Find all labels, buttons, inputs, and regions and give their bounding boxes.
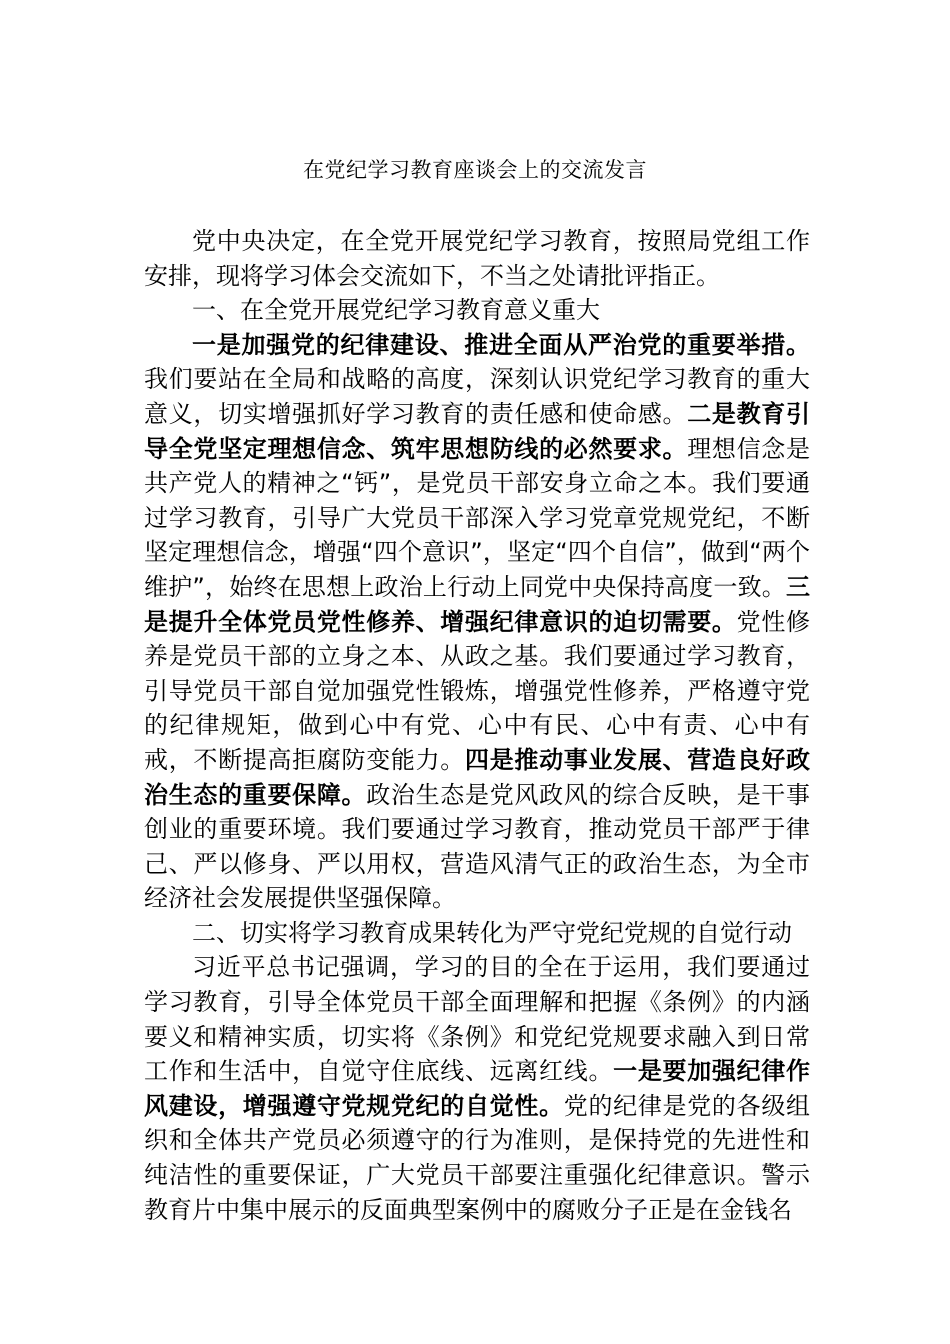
point-4-bold: 四是推动事业发展、营造良好政治生态的重要保障。 [144,745,810,809]
section1-paragraph [144,328,810,916]
point-2-text: 理想信念是共产党人的精神之“钙”，是党员干部安身立命之本。我们要通过学习教育，引导广大党员干部深入学习党章党规党纪，不断坚定理想信念，增强“四个意识”，坚定“四个自信”，做到“两个维护”，始终在思想上政治上行动上同党中央保持高度一致。 [144,434,811,601]
document-title: 在党纪学习教育座谈会上的交流发言 [303,158,647,182]
section2-paragraph [144,950,810,1227]
intro-paragraph: 党中央决定，在全党开展党纪学习教育，按照局党组工作安排，现将学习体会交流如下，不当之处请批评指正。 [144,227,810,290]
section2-point-1-bold: 一是要加强纪律作风建设，增强遵守党规党纪的自觉性。 [144,1057,811,1120]
point-2-bold: 二是教育引导全党坚定理想信念、筑牢思想防线的必然要求。 [144,399,811,463]
section-heading-2: 二、切实将学习教育成果转化为严守党纪党规的自觉行动 [192,918,792,947]
point-4-text: 政治生态是党风政风的综合反映，是干事创业的重要环境。我们要通过学习教育，推动党员干部严于律己、严以修身、严以用权，营造风清气正的政治生态，为全市经济社会发展提供坚强保障。 [144,780,811,913]
point-3-text: 党性修养是党员干部的立身之本、从政之基。我们要通过学习教育，引导党员干部自觉加强党性锻炼，增强党性修养，严格遵守党的纪律规矩，做到心中有党、心中有民、心中有责、心中有戒，不断提高拒腐防变能力。 [144,607,811,774]
point-3-bold: 三是提升全体党员党性修养、增强纪律意识的迫切需要。 [144,572,810,636]
section2-point-1-text: 党的纪律是党的各级组织和全体共产党员必须遵守的行为准则，是保持党的先进性和纯洁性的重要保证，广大党员干部要注重强化纪律意识。警示教育片中集中展示的反面典型案例中的腐败分子正是在金钱名 [144,1091,811,1224]
point-1-text: 我们要站在全局和战略的高度，深刻认识党纪学习教育的重大意义，切实增强抓好学习教育的责任感和使命感。 [144,365,810,428]
document-body [144,224,810,1227]
section-heading-1: 一、在全党开展党纪学习教育意义重大 [192,296,600,325]
section2-intro-text: 习近平总书记强调，学习的目的全在于运用，我们要通过学习教育，引导全体党员干部全面理解和把握《条例》的内涵要义和精神实质，切实将《条例》和党纪党规要求融入到日常工作和生活中，自觉守住底线、远离红线。 [144,953,810,1086]
point-1-bold: 一是加强党的纪律建设、推进全面从严治党的重要举措。 [192,330,810,359]
